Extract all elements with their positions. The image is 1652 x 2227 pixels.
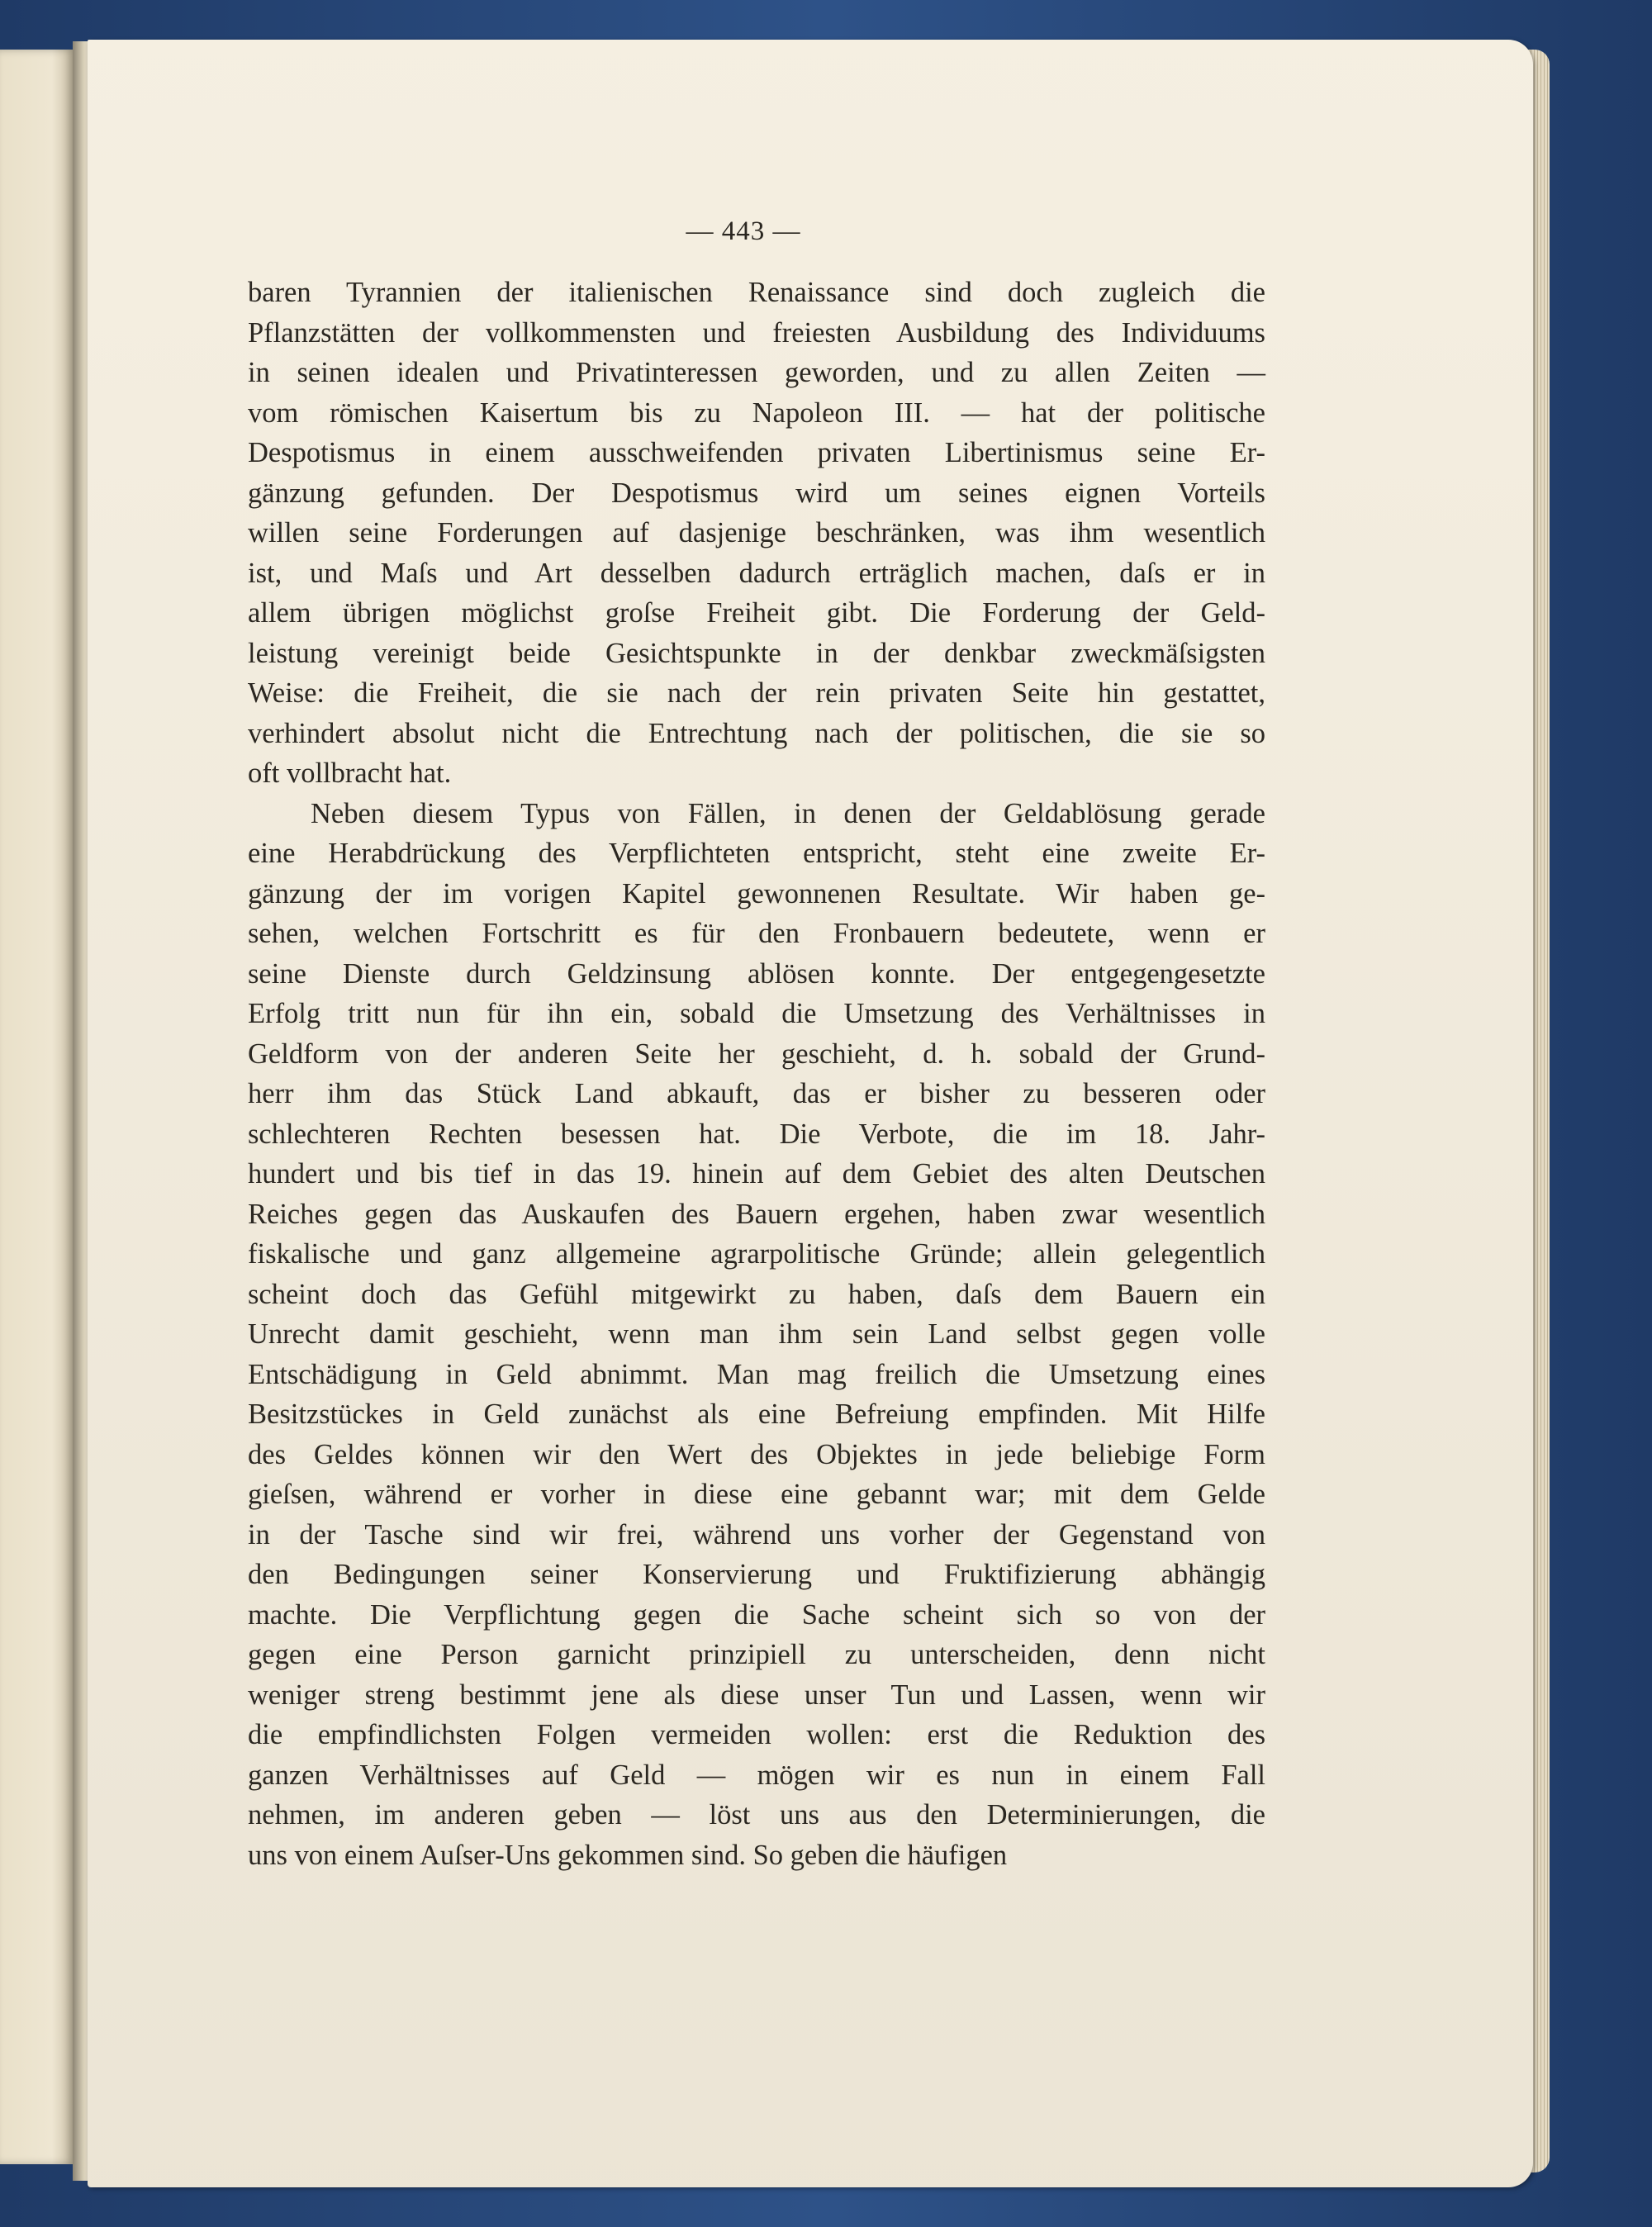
text-line: oft vollbracht hat. (248, 757, 452, 789)
text-line: herr ihm das Stück Land abkauft, das er bisher zu besseren oder (248, 1078, 1265, 1109)
text-line: gänzung der im vorigen Kapitel gewonnenen Resultate. Wir haben ge- (248, 877, 1265, 909)
text-line: Neben diesem Typus von Fällen, in denen der Geldablösung gerade (311, 797, 1265, 829)
text-line: ganzen Verhältnisses auf Geld — mögen wir es nun in einem Fall (248, 1759, 1265, 1791)
text-line: in seinen idealen und Privatinteressen geworden, und zu allen Zeiten — (248, 357, 1265, 388)
text-line: machte. Die Verpflichtung gegen die Sache scheint sich so von der (248, 1598, 1265, 1631)
text-line: ist, und Maſs und Art desselben dadurch erträglich machen, daſs er in (248, 557, 1265, 589)
text-line: weniger streng bestimmt jene als diese unser Tun und Lassen, wenn wir (248, 1679, 1265, 1711)
text-line: allem übrigen möglichst groſse Freiheit gibt. Die Forderung der Geld- (248, 597, 1265, 629)
text-line: baren Tyrannien der italienischen Renaissance sind doch zugleich die (248, 277, 1265, 308)
text-line: willen seine Forderungen auf dasjenige beschränken, was ihm wesentlich (248, 517, 1265, 548)
text-line: Reiches gegen das Auskaufen des Bauern ergehen, haben zwar wesentlich (248, 1198, 1265, 1230)
text-line: nehmen, im anderen geben — löst uns aus den Determinierungen, die (248, 1799, 1265, 1831)
text-line: uns von einem Auſser-Uns gekommen sind. So geben die häufigen (248, 1839, 1008, 1871)
text-line: sehen, welchen Fortschritt es für den Fronbauern bedeutete, wenn er (248, 918, 1265, 949)
text-line: Besitzstückes in Geld zunächst als eine Befreiung empfinden. Mit Hilfe (248, 1398, 1265, 1430)
text-line: Geldform von der anderen Seite her geschieht, d. h. sobald der Grund- (248, 1038, 1265, 1070)
text-line: fiskalische und ganz allgemeine agrarpolitische Gründe; allein gelegentlich (248, 1238, 1265, 1270)
text-line: verhindert absolut nicht die Entrechtung nach der politischen, die sie so (248, 717, 1265, 749)
text-line: scheint doch das Gefühl mitgewirkt zu haben, daſs dem Bauern ein (248, 1278, 1265, 1310)
text-line: leistung vereinigt beide Gesichtspunkte in der denkbar zweckmäſsigsten (248, 637, 1265, 669)
left-page-edge (0, 50, 74, 2164)
text-line: Erfolg tritt nun für ihn ein, sobald die Umsetzung des Verhältnisses in (248, 998, 1265, 1029)
text-line: den Bedingungen seiner Konservierung und Fruktifizierung abhängig (248, 1559, 1265, 1590)
text-line: eine Herabdrückung des Verpflichteten entspricht, steht eine zweite Er- (248, 838, 1265, 869)
text-line: schlechteren Rechten besessen hat. Die Verbote, die im 18. Jahr- (248, 1118, 1265, 1150)
text-line: gieſsen, während er vorher in diese eine gebannt war; mit dem Gelde (248, 1479, 1265, 1510)
text-line: des Geldes können wir den Wert des Objektes in jede beliebige Form (248, 1438, 1265, 1470)
text-line: die empfindlichsten Folgen vermeiden wollen: erst die Reduktion des (248, 1719, 1265, 1750)
text-line: Entschädigung in Geld abnimmt. Man mag freilich die Umsetzung eines (248, 1358, 1265, 1390)
text-line: in der Tasche sind wir frei, während uns vorher der Gegenstand von (248, 1518, 1265, 1550)
body-text (248, 273, 1265, 1875)
text-line: Pflanzstätten der vollkommensten und freiesten Ausbildung des Individuums (248, 316, 1265, 349)
text-line: hundert und bis tief in das 19. hinein auf dem Gebiet des alten Deutschen (248, 1158, 1265, 1189)
page-number: — 443 — (686, 216, 801, 246)
text-line: Weise: die Freiheit, die sie nach der rein privaten Seite hin gestattet, (248, 677, 1265, 709)
text-line: vom römischen Kaisertum bis zu Napoleon III. — hat der politische (248, 396, 1265, 429)
text-line: Despotismus in einem ausschweifenden privaten Libertinismus seine Er- (248, 437, 1265, 468)
text-line: seine Dienste durch Geldzinsung ablösen konnte. Der entgegengesetzte (248, 957, 1265, 990)
text-line: Unrecht damit geschieht, wenn man ihm sein Land selbst gegen volle (248, 1318, 1265, 1350)
text-line: gänzung gefunden. Der Despotismus wird um seines eignen Vorteils (248, 477, 1265, 509)
text-line: gegen eine Person garnicht prinzipiell zu unterscheiden, denn nicht (248, 1639, 1265, 1670)
